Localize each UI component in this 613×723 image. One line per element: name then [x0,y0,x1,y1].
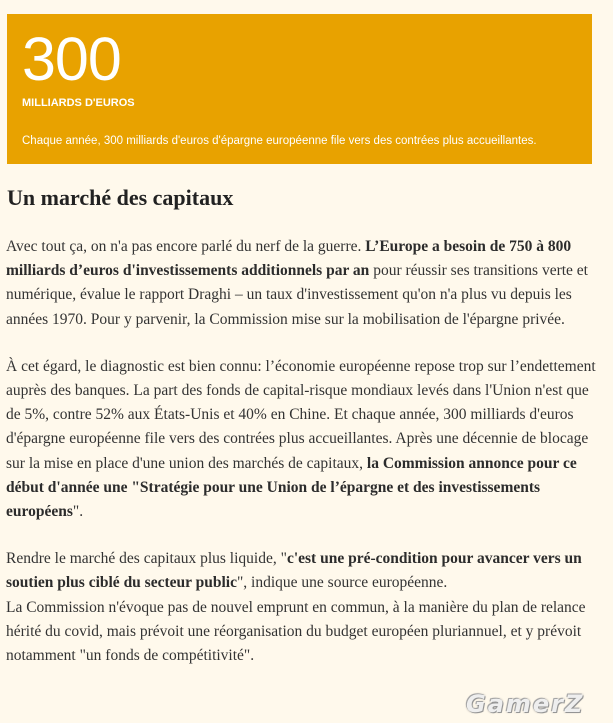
paragraph-text: Rendre le marché des capitaux plus liquide, " [6,550,287,568]
article-paragraph [6,596,598,669]
article-paragraph [6,547,598,595]
paragraph-text: Avec tout ça, on n'a pas encore parlé du nerf de la guerre. [6,238,366,255]
stat-caption: Chaque année, 300 milliards d'euros d'épargne européenne file vers des contrées plus accueillantes. [22,135,537,147]
paragraph-bold-text: L’Europe a besoin de 750 à 800 milliards d’euros d'investissements additionnels par an [6,238,572,280]
article-body [6,235,598,668]
paragraph-bold-text: la Commission annonce pour ce début d'année une "Stratégie pour une Union de l’épargne et des investissements européens [6,454,577,521]
paragraph-text: pour réussir ses transitions verte et numérique, évalue le rapport Draghi – un taux d'investissement qu'on n'a plus vu depuis les années 1970. Pour y parvenir, la Commission mise sur la mobilisation de l'épargne privée. [6,262,588,328]
article-paragraph [6,355,598,524]
stat-number: 300 [22,25,121,93]
paragraph-text: ", indique une source européenne. [236,574,448,592]
paragraph-text: À cet égard, le diagnostic est bien connu: l’économie européenne repose trop sur l’endettement auprès des banques. La part des fonds de capital-risque mondiaux levés dans l'Union n'est que de 5%, contre 52% aux États-Unis et 40% en Chine. Et chaque année, 300 milliards d'euros d'épargne européenne file vers des contrées plus accueillantes. Après une décennie de blocage sur la mise en place d'une union des marchés de capitaux, [6,357,596,472]
article-paragraph [6,235,598,332]
section-title: Un marché des capitaux [7,185,234,210]
paragraph-text: La Commission n'évoque pas de nouvel emprunt en commun, à la manière du plan de relance hérité du covid, mais prévoit une réorganisation du budget européen pluriannuel, et y prévoit notamment "un fonds de compétitivité". [6,598,586,665]
stat-unit: MILLIARDS D'EUROS [22,97,135,109]
paragraph-bold-text: c'est une pré-condition pour avancer vers un soutien plus ciblé du secteur public [6,550,582,592]
watermark-logo: GamerZ [466,690,585,718]
stat-highlight-box [7,14,592,164]
paragraph-text: ". [72,503,84,521]
